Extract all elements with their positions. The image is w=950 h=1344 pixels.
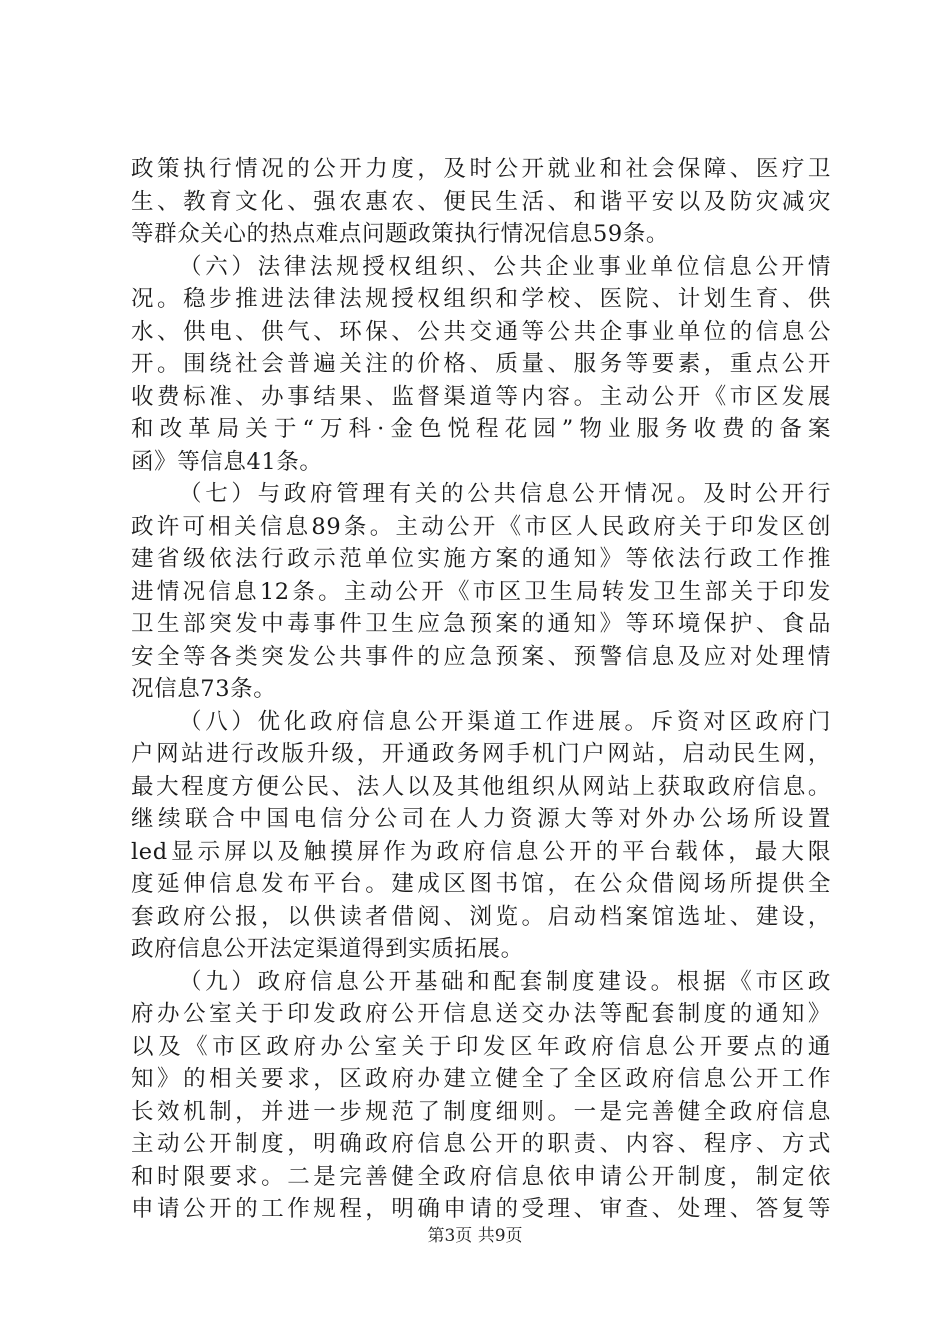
text-line: 水、供电、供气、环保、公共交通等公共企事业单位的信息公 xyxy=(131,318,831,345)
text-line: 况。稳步推进法律法规授权组织和学校、医院、计划生育、供 xyxy=(131,286,831,312)
text-line: 和改革局关于“万科·金色悦程花园”物业服务收费的备案 xyxy=(131,416,831,442)
text-line: 况信息73条。 xyxy=(131,676,277,702)
text-line: 主动公开制度，明确政府信息公开的职责、内容、程序、方式 xyxy=(131,1131,831,1157)
text-line: 进情况信息12条。主动公开《市区卫生局转发卫生部关于印发 xyxy=(131,578,831,605)
text-line: 户网站进行改版升级，开通政务网手机门户网站，启动民生网， xyxy=(131,741,831,767)
text-line: 府办公室关于印发政府公开信息送交办法等配套制度的通知》 xyxy=(131,1001,831,1027)
text-line: 政许可相关信息89条。主动公开《市区人民政府关于印发区创 xyxy=(131,513,831,540)
text-line: （七）与政府管理有关的公共信息公开情况。及时公开行 xyxy=(179,481,831,507)
text-line: 长效机制，并进一步规范了制度细则。一是完善健全政府信息 xyxy=(131,1098,831,1125)
document-body xyxy=(131,153,831,1226)
text-line: （八）优化政府信息公开渠道工作进展。斥资对区政府门 xyxy=(179,708,831,735)
text-line: （九）政府信息公开基础和配套制度建设。根据《市区政 xyxy=(179,968,831,995)
text-line: （六）法律法规授权组织、公共企业事业单位信息公开情 xyxy=(179,253,831,280)
text-line: 申请公开的工作规程，明确申请的受理、审查、处理、答复等 xyxy=(131,1196,831,1222)
text-line: 和时限要求。二是完善健全政府信息依申请公开制度，制定依 xyxy=(131,1163,831,1190)
text-line: 安全等各类突发公共事件的应急预案、预警信息及应对处理情 xyxy=(131,643,831,670)
text-line: 政府信息公开法定渠道得到实质拓展。 xyxy=(131,936,524,962)
text-line: 卫生部突发中毒事件卫生应急预案的通知》等环境保护、食品 xyxy=(131,611,831,637)
text-line: 最大程度方便公民、法人以及其他组织从网站上获取政府信息。 xyxy=(131,773,831,800)
text-line: 收费标准、办事结果、监督渠道等内容。主动公开《市区发展 xyxy=(131,383,831,410)
text-line: 开。围绕社会普遍关注的价格、质量、服务等要素，重点公开 xyxy=(131,351,831,377)
text-line: 知》的相关要求，区政府办建立健全了全区政府信息公开工作 xyxy=(131,1066,831,1092)
text-line: led显示屏以及触摸屏作为政府信息公开的平台载体，最大限 xyxy=(131,838,831,865)
text-line: 政策执行情况的公开力度，及时公开就业和社会保障、医疗卫 xyxy=(131,156,831,182)
text-line: 等群众关心的热点难点问题政策执行情况信息59条。 xyxy=(131,221,670,247)
text-line: 生、教育文化、强农惠农、便民生活、和谐平安以及防灾减灾 xyxy=(131,188,831,215)
text-line: 以及《市区政府办公室关于印发区年政府信息公开要点的通 xyxy=(131,1033,831,1060)
page-footer: 第3页 共9页 xyxy=(427,1226,523,1246)
text-line: 度延伸信息发布平台。建成区图书馆，在公众借阅场所提供全 xyxy=(131,871,831,897)
text-line: 建省级依法行政示范单位实施方案的通知》等依法行政工作推 xyxy=(131,546,831,572)
text-line: 函》等信息41条。 xyxy=(131,448,323,475)
text-line: 继续联合中国电信分公司在人力资源大等对外办公场所设置 xyxy=(131,806,831,832)
text-line: 套政府公报，以供读者借阅、浏览。启动档案馆选址、建设， xyxy=(131,903,831,930)
